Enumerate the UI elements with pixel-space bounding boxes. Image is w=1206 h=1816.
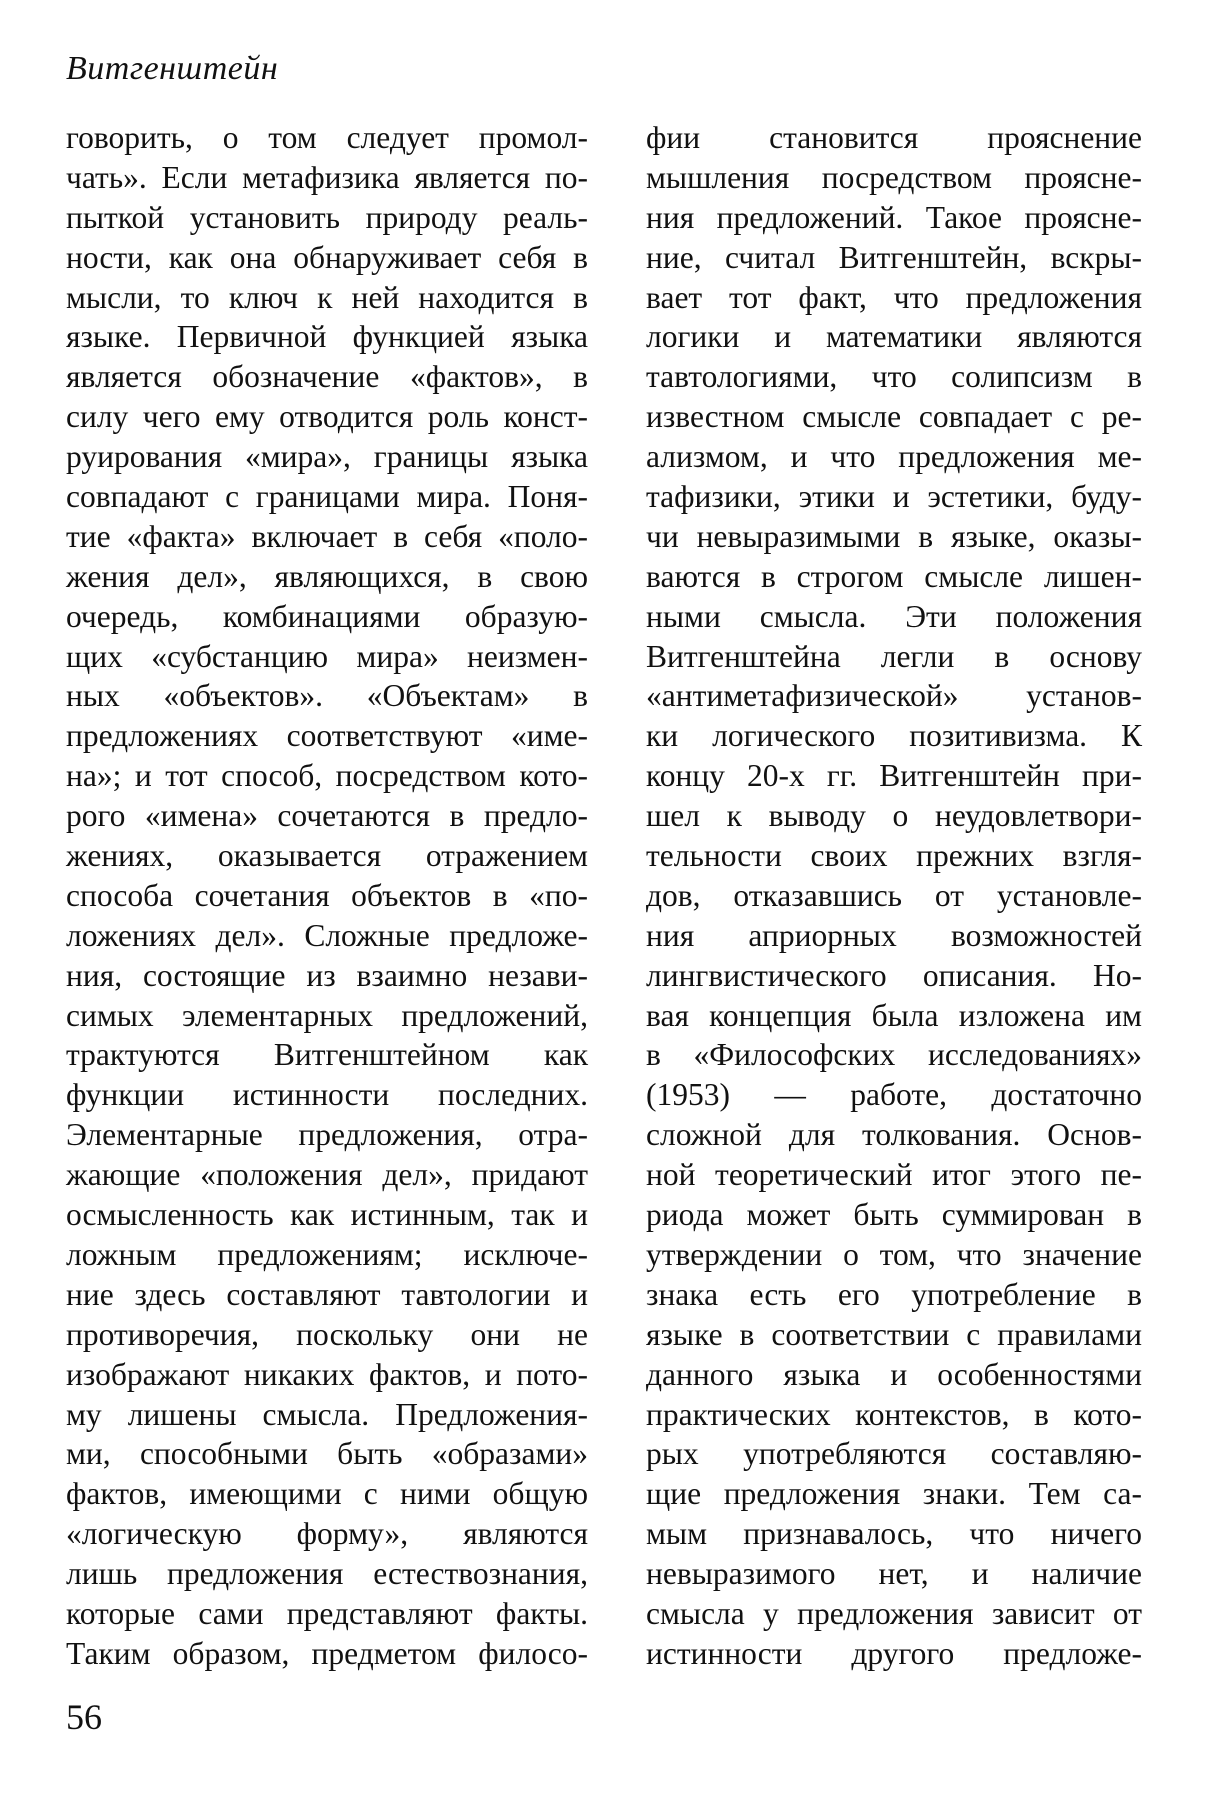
text-line: «логическую форму», являются bbox=[66, 1516, 588, 1552]
text-line: жения дел», являющихся, в свою bbox=[66, 558, 588, 594]
text-line: функции истинности последних. bbox=[66, 1077, 588, 1113]
text-line: риода может быть суммирован в bbox=[646, 1197, 1142, 1233]
page-number: 56 bbox=[66, 1697, 102, 1737]
text-line: чи невыразимыми в языке, оказы- bbox=[646, 518, 1142, 554]
running-title: Витгенштейн bbox=[66, 50, 279, 87]
text-line: вает тот факт, что предложения bbox=[646, 279, 1142, 315]
text-line: жениях, оказывается отражением bbox=[66, 838, 588, 874]
text-line: ния предложений. Такое проясне- bbox=[646, 199, 1142, 235]
text-line: очередь, комбинациями образую- bbox=[66, 598, 588, 634]
text-line: щих «субстанцию мира» неизмен- bbox=[66, 638, 588, 674]
text-line: пыткой установить природу реаль- bbox=[66, 199, 588, 235]
text-line: трактуются Витгенштейном как bbox=[66, 1037, 588, 1073]
text-column-right bbox=[646, 118, 1142, 1674]
text-column-left bbox=[66, 118, 588, 1674]
text-line: мысли, то ключ к ней находится в bbox=[66, 279, 588, 315]
text-line: жающие «положения дел», придают bbox=[66, 1157, 588, 1193]
text-line: щие предложения знаки. Тем са- bbox=[646, 1476, 1142, 1512]
text-line: осмысленность как истинным, так и bbox=[66, 1197, 588, 1233]
text-line: способа сочетания объектов в «по- bbox=[66, 877, 588, 913]
text-line: ния, состоящие из взаимно незави- bbox=[66, 957, 588, 993]
text-line: говорить, о том следует промол- bbox=[66, 120, 588, 155]
text-line: ми, способными быть «образами» bbox=[66, 1436, 588, 1472]
text-line: лишь предложения естествознания, bbox=[66, 1556, 588, 1592]
text-line: ваются в строгом смысле лишен- bbox=[646, 558, 1142, 594]
text-line: языке. Первичной функцией языка bbox=[66, 319, 588, 355]
text-line: противоречия, поскольку они не bbox=[66, 1316, 588, 1352]
text-line: известном смысле совпадает с ре- bbox=[646, 399, 1142, 435]
text-line: истинности другого предложе- bbox=[646, 1635, 1142, 1671]
text-line: сложной для толкования. Основ- bbox=[646, 1117, 1142, 1153]
text-line: симых элементарных предложений, bbox=[66, 997, 588, 1033]
text-line: ние, считал Витгенштейн, вскры- bbox=[646, 239, 1142, 275]
text-line: тие «факта» включает в себя «поло- bbox=[66, 518, 588, 554]
text-line: языке в соответствии с правилами bbox=[646, 1316, 1142, 1352]
text-line: ложным предложениям; исключе- bbox=[66, 1236, 588, 1272]
text-line: концу 20-х гг. Витгенштейн при- bbox=[646, 758, 1142, 794]
text-line: «антиметафизической» установ- bbox=[646, 678, 1142, 714]
text-line: рых употребляются составляю- bbox=[646, 1436, 1142, 1472]
text-line: тафизики, этики и эстетики, буду- bbox=[646, 479, 1142, 515]
text-line: совпадают с границами мира. Поня- bbox=[66, 479, 588, 515]
text-line: ных «объектов». «Объектам» в bbox=[66, 678, 588, 714]
text-line: Элементарные предложения, отра- bbox=[66, 1117, 588, 1153]
text-line: мышления посредством проясне- bbox=[646, 159, 1142, 195]
text-line: ализмом, и что предложения ме- bbox=[646, 439, 1142, 475]
text-line: силу чего ему отводится роль конст- bbox=[66, 399, 588, 435]
text-line: логики и математики являются bbox=[646, 319, 1142, 355]
text-line: утверждении о том, что значение bbox=[646, 1236, 1142, 1272]
text-line: ложениях дел». Сложные предложе- bbox=[66, 917, 588, 953]
text-line: тельности своих прежних взгля- bbox=[646, 838, 1142, 874]
text-line: ной теоретический итог этого пе- bbox=[646, 1157, 1142, 1193]
text-line: предложениях соответствуют «име- bbox=[66, 718, 588, 754]
text-line: ности, как она обнаруживает себя в bbox=[66, 239, 588, 275]
text-line: му лишены смысла. Предложения- bbox=[66, 1396, 588, 1432]
text-line: изображают никаких фактов, и пото- bbox=[66, 1356, 588, 1392]
text-line: Витгенштейна легли в основу bbox=[646, 638, 1142, 674]
text-line: на»; и тот способ, посредством кото- bbox=[66, 758, 588, 794]
text-line: фии становится прояснение bbox=[646, 120, 1142, 155]
text-line: шел к выводу о неудовлетвори- bbox=[646, 798, 1142, 834]
text-line: (1953) — работе, достаточно bbox=[646, 1077, 1142, 1113]
text-line: фактов, имеющими с ними общую bbox=[66, 1476, 588, 1512]
text-line: вая концепция была изложена им bbox=[646, 997, 1142, 1033]
text-line: практических контекстов, в кото- bbox=[646, 1396, 1142, 1432]
text-line: тавтологиями, что солипсизм в bbox=[646, 359, 1142, 395]
text-line: чать». Если метафизика является по- bbox=[66, 159, 588, 195]
text-line: данного языка и особенностями bbox=[646, 1356, 1142, 1392]
text-line: невыразимого нет, и наличие bbox=[646, 1556, 1142, 1592]
text-line: смысла у предложения зависит от bbox=[646, 1595, 1142, 1631]
text-line: рого «имена» сочетаются в предло- bbox=[66, 798, 588, 834]
text-line: ными смысла. Эти положения bbox=[646, 598, 1142, 634]
text-line: в «Философских исследованиях» bbox=[646, 1037, 1142, 1073]
text-line: мым признавалось, что ничего bbox=[646, 1516, 1142, 1552]
text-line: которые сами представляют факты. bbox=[66, 1595, 588, 1631]
text-line: ки логического позитивизма. К bbox=[646, 718, 1142, 754]
text-line: лингвистического описания. Но- bbox=[646, 957, 1142, 993]
text-line: знака есть его употребление в bbox=[646, 1276, 1142, 1312]
text-line: дов, отказавшись от установле- bbox=[646, 877, 1142, 913]
text-line: ние здесь составляют тавтологии и bbox=[66, 1276, 588, 1312]
text-line: ния априорных возможностей bbox=[646, 917, 1142, 953]
text-line: руирования «мира», границы языка bbox=[66, 439, 588, 475]
text-line: Таким образом, предметом филосо- bbox=[66, 1635, 588, 1671]
text-line: является обозначение «фактов», в bbox=[66, 359, 588, 395]
